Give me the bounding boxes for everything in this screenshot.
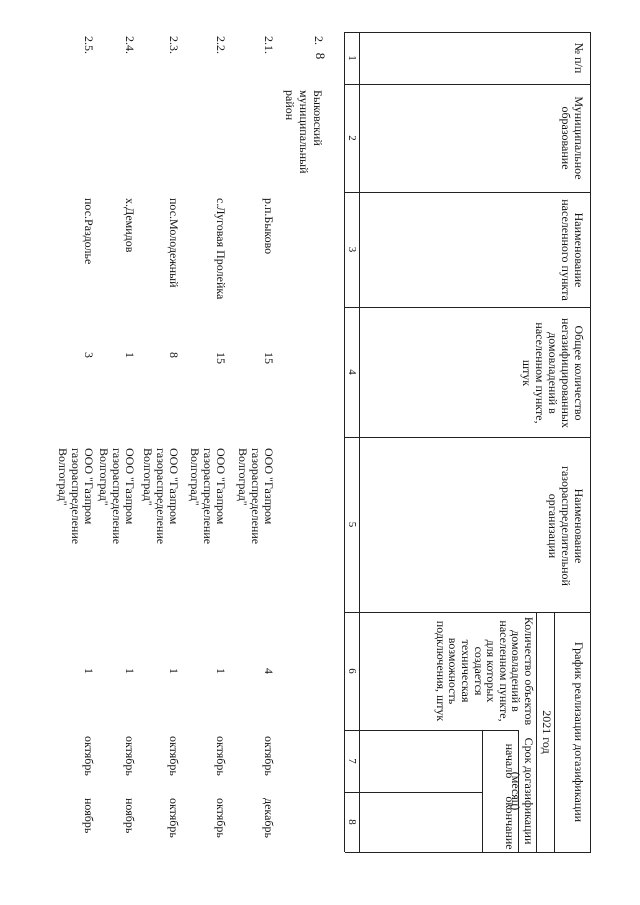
row-2-3-org: ООО "Газпром газораспределение Волгоград"	[141, 448, 181, 545]
row-2-4-number: 2.4.	[123, 36, 137, 54]
col-border-1	[345, 84, 591, 85]
row-2-5-number: 2.5.	[82, 36, 96, 54]
col-border-4	[345, 437, 591, 438]
column-number-3: 3	[346, 246, 358, 253]
row-2-4-count: 1	[123, 668, 137, 674]
column-number-7: 7	[346, 758, 358, 764]
column-number-4: 4	[346, 369, 358, 375]
row-2-2-start: октябрь	[214, 736, 228, 776]
section-name: Быковский муниципальный район	[283, 90, 325, 174]
row-2-1-end: декабрь	[262, 798, 276, 838]
page-number: 8	[313, 52, 328, 60]
header-org: Наименование газораспределительной организации	[546, 466, 586, 586]
document-table	[56, 32, 591, 852]
numbers-bottom-border	[344, 32, 345, 852]
row-2-1-org: ООО "Газпром газораспределение Волгоград"	[236, 448, 276, 545]
row-2-1-number: 2.1.	[262, 36, 276, 54]
year-line	[536, 612, 537, 852]
row-2-2-number: 2.2.	[214, 36, 228, 54]
row-2-3-start: октябрь	[167, 736, 181, 776]
col-border-2	[345, 192, 591, 193]
row-2-5-count: 1	[82, 668, 96, 674]
header-term: Срок догазификации (месяц)	[509, 737, 536, 845]
row-2-4-settlement: х.Демидов	[123, 198, 137, 253]
row-2-5-settlement: пос.Раздолье	[82, 198, 96, 265]
col-border-left	[345, 32, 591, 33]
col-border-right	[345, 852, 591, 853]
column-number-2: 2	[346, 135, 358, 141]
row-2-3-number: 2.3.	[167, 36, 181, 54]
row-2-2-org: ООО "Газпром газораспределение Волгоград"	[188, 448, 228, 545]
header-no: № п/п	[572, 42, 586, 74]
row-2-5-start: октябрь	[82, 736, 96, 776]
header-total: Общее количество негазифицированных домовладений в населенном пункте, штук	[520, 318, 586, 428]
header-municipality: Муниципальное образование	[559, 96, 586, 180]
col-border-3	[345, 307, 591, 308]
row-2-2-settlement: с.Луговая Пролейка	[214, 198, 228, 300]
row-2-2-total: 15	[214, 352, 228, 364]
row-2-4-start: октябрь	[123, 736, 137, 776]
header-year: 2021 год	[540, 710, 554, 754]
term-sub-line	[482, 730, 483, 852]
header-settlement: Наименование населенного пункта	[559, 199, 586, 301]
row-2-1-count: 4	[262, 668, 276, 674]
row-2-1-start: октябрь	[262, 736, 276, 776]
column-number-1: 1	[346, 55, 358, 61]
row-2-4-end: ноябрь	[123, 798, 137, 834]
row-2-3-total: 8	[167, 352, 181, 358]
row-2-1-settlement: р.п.Быково	[262, 198, 276, 255]
row-2-3-count: 1	[167, 668, 181, 674]
header-start: начало	[503, 743, 517, 779]
row-2-2-count: 1	[214, 668, 228, 674]
row-2-3-end: октябрь	[167, 798, 181, 838]
row-2-4-total: 1	[123, 352, 137, 358]
table-top-border	[590, 32, 591, 852]
section-number: 2.	[312, 36, 326, 45]
row-2-5-end: ноябрь	[82, 798, 96, 834]
row-2-4-org: ООО "Газпром газораспределение Волгоград"	[97, 448, 137, 545]
column-number-8: 8	[346, 819, 358, 825]
row-2-5-org: ООО "Газпром газораспределение Волгоград"	[56, 448, 96, 545]
header-bottom-border	[359, 32, 360, 852]
col-border-6	[345, 730, 519, 731]
header-end: окончание	[503, 796, 517, 850]
row-2-5-total: 3	[82, 352, 96, 358]
group-bottom-border	[554, 612, 555, 852]
header-objects-count: Количество объектов домовладений в населенном пункте, для которых создается техническая возможность подключения, штук	[433, 616, 536, 726]
col-border-7	[345, 792, 483, 793]
column-number-6: 6	[346, 668, 358, 674]
row-2-2-end: октябрь	[214, 798, 228, 838]
header-schedule: График реализации догазификации	[572, 641, 586, 823]
column-number-5: 5	[346, 521, 358, 528]
row-2-3-settlement: пос.Молодежный	[167, 198, 181, 288]
row-2-1-total: 15	[262, 352, 276, 364]
